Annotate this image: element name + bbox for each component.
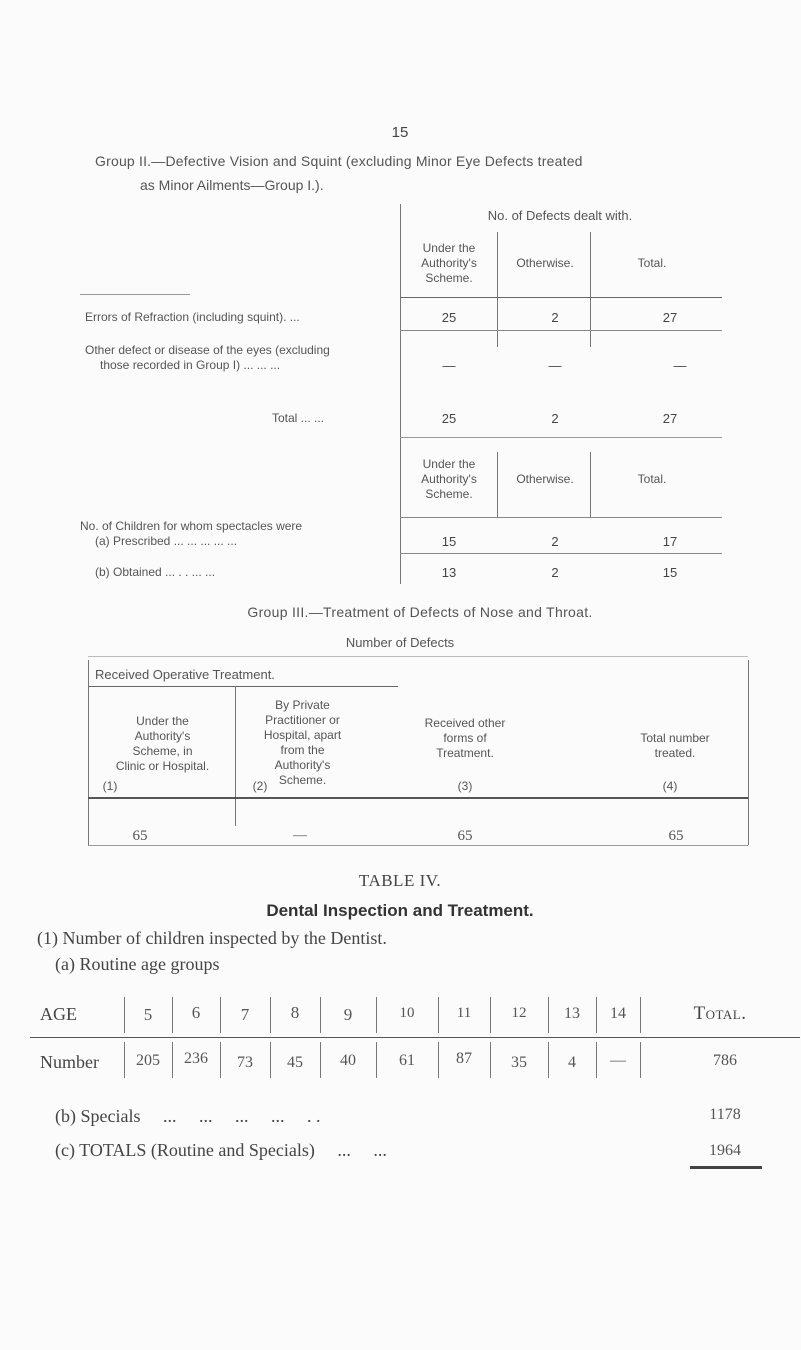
group3-value-3: 65	[457, 828, 473, 844]
age-14: 14	[610, 1005, 626, 1022]
obtained-otherwise: 2	[551, 565, 559, 580]
number-age-13: 4	[568, 1054, 576, 1071]
table4-subtitle: Dental Inspection and Treatment.	[266, 901, 534, 920]
group2-header-rule	[400, 297, 722, 298]
obtained-total: 15	[662, 565, 678, 580]
group3-value-1: 65	[132, 828, 148, 844]
age-6: 6	[191, 1003, 201, 1022]
group3-col2-num: (2)	[252, 779, 268, 793]
row-rule-2	[400, 437, 722, 438]
number-total: 786	[713, 1052, 737, 1069]
group3-subtitle: Number of Defects	[345, 635, 455, 650]
group3-bottom-rule	[88, 845, 748, 846]
total-total: 27	[662, 411, 678, 426]
number-age-14: —	[610, 1052, 626, 1069]
group2-col-divider-3	[497, 452, 498, 517]
age-10: 10	[399, 1005, 415, 1021]
num-divider-10	[640, 1042, 641, 1078]
group3-value-4: 65	[668, 828, 684, 844]
page-number: 15	[391, 124, 409, 141]
group3-col1: Under the Authority's Scheme, in Clinic or Hospital.	[115, 714, 210, 773]
group3-col3-num: (3)	[457, 779, 473, 793]
table4-title: TABLE IV.	[358, 871, 442, 890]
group2-left-border	[400, 204, 401, 584]
total-label: Total ... ...	[272, 411, 325, 425]
group3-col1-num: (1)	[102, 779, 118, 793]
number-age-6: 236	[184, 1050, 208, 1067]
age-8: 8	[290, 1003, 300, 1022]
number-age-7: 73	[237, 1054, 253, 1071]
age-11: 11	[456, 1005, 472, 1021]
refraction-otherwise: 2	[551, 310, 559, 325]
number-age-11: 87	[456, 1050, 472, 1067]
total-otherwise: 2	[551, 411, 559, 426]
group3-top-rule	[88, 656, 748, 657]
age-13: 13	[564, 1005, 580, 1022]
group2-col-header-total: Total.	[637, 256, 667, 270]
other-defect-otherwise: —	[548, 358, 562, 373]
age-12: 12	[511, 1005, 527, 1021]
other-defect-label-1: Other defect or disease of the eyes (excluding	[85, 343, 330, 357]
group3-col3: Received other forms of Treatment.	[424, 716, 506, 760]
prescribed-label: (a) Prescribed ... ... ... ... ...	[95, 534, 238, 548]
operative-rule	[88, 686, 398, 687]
spectacles-label: No. of Children for whom spectacles were	[80, 519, 303, 533]
age-7: 7	[240, 1005, 250, 1024]
group3-right-border	[748, 660, 749, 845]
group3-title: Group III.—Treatment of Defects of Nose and Throat.	[247, 604, 593, 620]
obtained-authority: 13	[441, 565, 457, 580]
group2-header-span: No. of Defects dealt with.	[487, 208, 633, 223]
age-5: 5	[143, 1005, 153, 1024]
other-defect-authority: —	[442, 358, 456, 373]
group3-col4: Total number treated.	[640, 731, 710, 760]
total-header: Total.	[693, 1003, 747, 1024]
group3-header-rule	[88, 797, 748, 799]
number-label: Number	[40, 1052, 99, 1072]
specials-value: 1178	[709, 1106, 741, 1123]
age-label: AGE	[40, 1004, 77, 1024]
group3-col2: By Private Practitioner or Hospital, apart from the Authority's Scheme.	[263, 698, 342, 787]
number-age-12: 35	[511, 1054, 527, 1071]
row-rule-1	[400, 330, 722, 331]
age-9: 9	[343, 1005, 353, 1024]
row-rule-3	[400, 517, 722, 518]
group2-col-header2-otherwise: Otherwise.	[516, 472, 574, 486]
number-age-5: 205	[136, 1052, 160, 1069]
prescribed-authority: 15	[441, 534, 457, 549]
group2-col-header-otherwise: Otherwise.	[516, 256, 574, 270]
totals-underline	[690, 1166, 762, 1169]
group2-title-line2: as Minor Ailments—Group I.).	[140, 177, 324, 193]
specials-label: (b) Specials ... ... ... ... . .	[55, 1106, 321, 1126]
group2-col-header2-total: Total.	[637, 472, 667, 486]
row-rule-4	[400, 553, 722, 554]
group2-title-line1: Group II.—Defective Vision and Squint (excluding Minor Eye Defects treated	[95, 153, 583, 169]
received-operative-label: Received Operative Treatment.	[95, 667, 275, 682]
totals-value: 1964	[709, 1142, 741, 1159]
routine-age-line: (a) Routine age groups	[55, 954, 220, 974]
other-defect-label-2: those recorded in Group I) ... ... ...	[100, 358, 281, 372]
age-bottom-rule	[30, 1037, 800, 1038]
group2-left-rule	[80, 294, 190, 295]
number-age-10: 61	[399, 1052, 415, 1069]
total-authority: 25	[441, 411, 457, 426]
group3-value-2: —	[293, 828, 307, 843]
prescribed-total: 17	[662, 534, 678, 549]
dentist-line: (1) Number of children inspected by the Dentist.	[37, 928, 387, 948]
refraction-authority: 25	[441, 310, 457, 325]
totals-label: (c) TOTALS (Routine and Specials) ... ...	[55, 1140, 387, 1160]
refraction-label: Errors of Refraction (including squint). ...	[85, 310, 300, 324]
number-age-8: 45	[287, 1054, 303, 1071]
group2-col-header2-authority: Under the Authority's Scheme.	[421, 457, 477, 501]
other-defect-total: —	[673, 358, 687, 373]
group3-col4-num: (4)	[662, 779, 678, 793]
number-age-9: 40	[340, 1052, 356, 1069]
refraction-total: 27	[662, 310, 678, 325]
group3-left-border	[88, 660, 89, 845]
obtained-label: (b) Obtained ... . . ... ...	[95, 565, 216, 579]
group3-col-divider-1	[235, 686, 236, 826]
prescribed-otherwise: 2	[551, 534, 559, 549]
group2-col-header-authority: Under the Authority's Scheme.	[421, 241, 477, 285]
group2-col-divider-4	[590, 452, 591, 517]
